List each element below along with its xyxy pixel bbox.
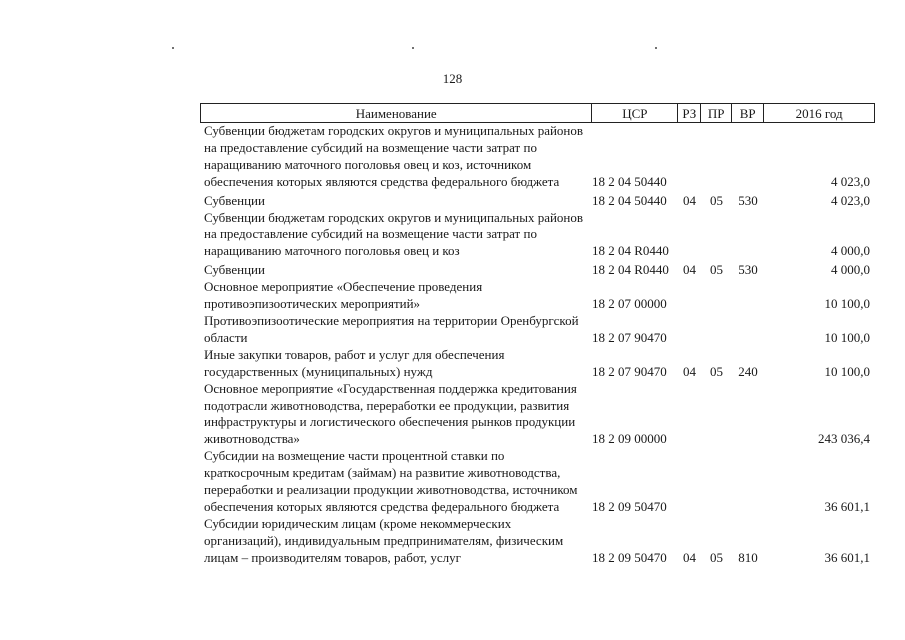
row-name: Субвенции [204,262,265,278]
column-header-rz: РЗ [678,104,701,122]
row-rz: 04 [683,549,696,565]
column-header-amount: 2016 год [764,104,875,122]
row-pr: 05 [710,549,723,565]
row-csr: 18 2 09 50470 [592,549,667,565]
row-pr: 05 [710,192,723,208]
table-row [200,347,875,381]
row-name: Иные закупки товаров, работ и услуг для обеспечения государственных (муниципальных) нужд [204,346,505,379]
row-amount: 243 036,4 [818,431,870,447]
row-name: Субвенции [204,192,265,208]
row-amount: 4 000,0 [831,262,870,278]
row-pr: 05 [710,363,723,379]
table-row [200,448,875,516]
row-amount: 4 023,0 [831,173,870,189]
row-amount: 10 100,0 [824,296,870,312]
row-csr: 18 2 09 50470 [592,498,667,514]
table-row [200,381,875,449]
page-number: 128 [442,71,463,86]
column-header-name: Наименование [201,104,592,122]
scan-speck [655,47,657,49]
row-vr: 530 [738,262,758,278]
row-amount: 4 023,0 [831,192,870,208]
column-header-vr: ВР [732,104,764,122]
row-rz: 04 [683,262,696,278]
column-header-pr: ПР [701,104,732,122]
row-csr: 18 2 04 R0440 [592,243,669,259]
row-vr: 240 [738,363,758,379]
row-rz: 04 [683,363,696,379]
column-header-csr: ЦСР [592,104,678,122]
row-name: Субвенции бюджетам городских округов и муниципальных районов на предоставление субсидий на возмещение части затрат по наращиванию маточного поголовья овец и коз, источником обеспечения которых являются средства федерального бюджета [204,123,584,189]
table-row [200,262,875,279]
row-vr: 810 [738,549,758,565]
row-name: Основное мероприятие «Государственная поддержка кредитования подотрасли животноводства, переработки ее продукции, развития инфраструктуры и логистического обеспечения рынков продукции животноводства» [204,380,577,447]
row-name: Субсидии на возмещение части процентной ставки по краткосрочным кредитам (займам) на развитие животноводства, переработки и реализации продукции животноводства, источником обеспечения которых являются средства федерального бюджета [204,448,578,514]
scan-speck [412,47,414,49]
table-row [200,313,875,347]
row-csr: 18 2 07 90470 [592,329,667,345]
row-csr: 18 2 09 00000 [592,431,667,447]
row-vr: 530 [738,192,758,208]
row-csr: 18 2 04 R0440 [592,262,669,278]
table-row [200,210,875,261]
budget-table [200,103,875,567]
row-csr: 18 2 04 50440 [592,192,667,208]
row-name: Субвенции бюджетам городских округов и муниципальных районов на предоставление субсидий на возмещение части затрат по наращиванию маточного поголовья овец и коз [204,209,584,259]
row-amount: 10 100,0 [824,329,870,345]
row-name: Основное мероприятие «Обеспечение проведения противоэпизоотических мероприятий» [204,279,483,312]
row-pr: 05 [710,262,723,278]
scan-speck [172,47,174,49]
row-csr: 18 2 04 50440 [592,173,667,189]
table-header [200,103,875,123]
row-amount: 36 601,1 [824,549,870,565]
row-amount: 10 100,0 [824,363,870,379]
row-name: Противоэпизоотические мероприятия на территории Оренбургской области [204,312,579,345]
row-csr: 18 2 07 00000 [592,296,667,312]
table-row [200,123,875,191]
row-amount: 36 601,1 [824,498,870,514]
row-csr: 18 2 07 90470 [592,363,667,379]
table-row [200,516,875,567]
row-amount: 4 000,0 [831,243,870,259]
table-row [200,279,875,313]
row-name: Субсидии юридическим лицам (кроме некоммерческих организаций), индивидуальным предпринимателям, физическим лицам – производителям товаров, работ, услуг [204,515,564,565]
table-row [200,193,875,210]
row-rz: 04 [683,192,696,208]
